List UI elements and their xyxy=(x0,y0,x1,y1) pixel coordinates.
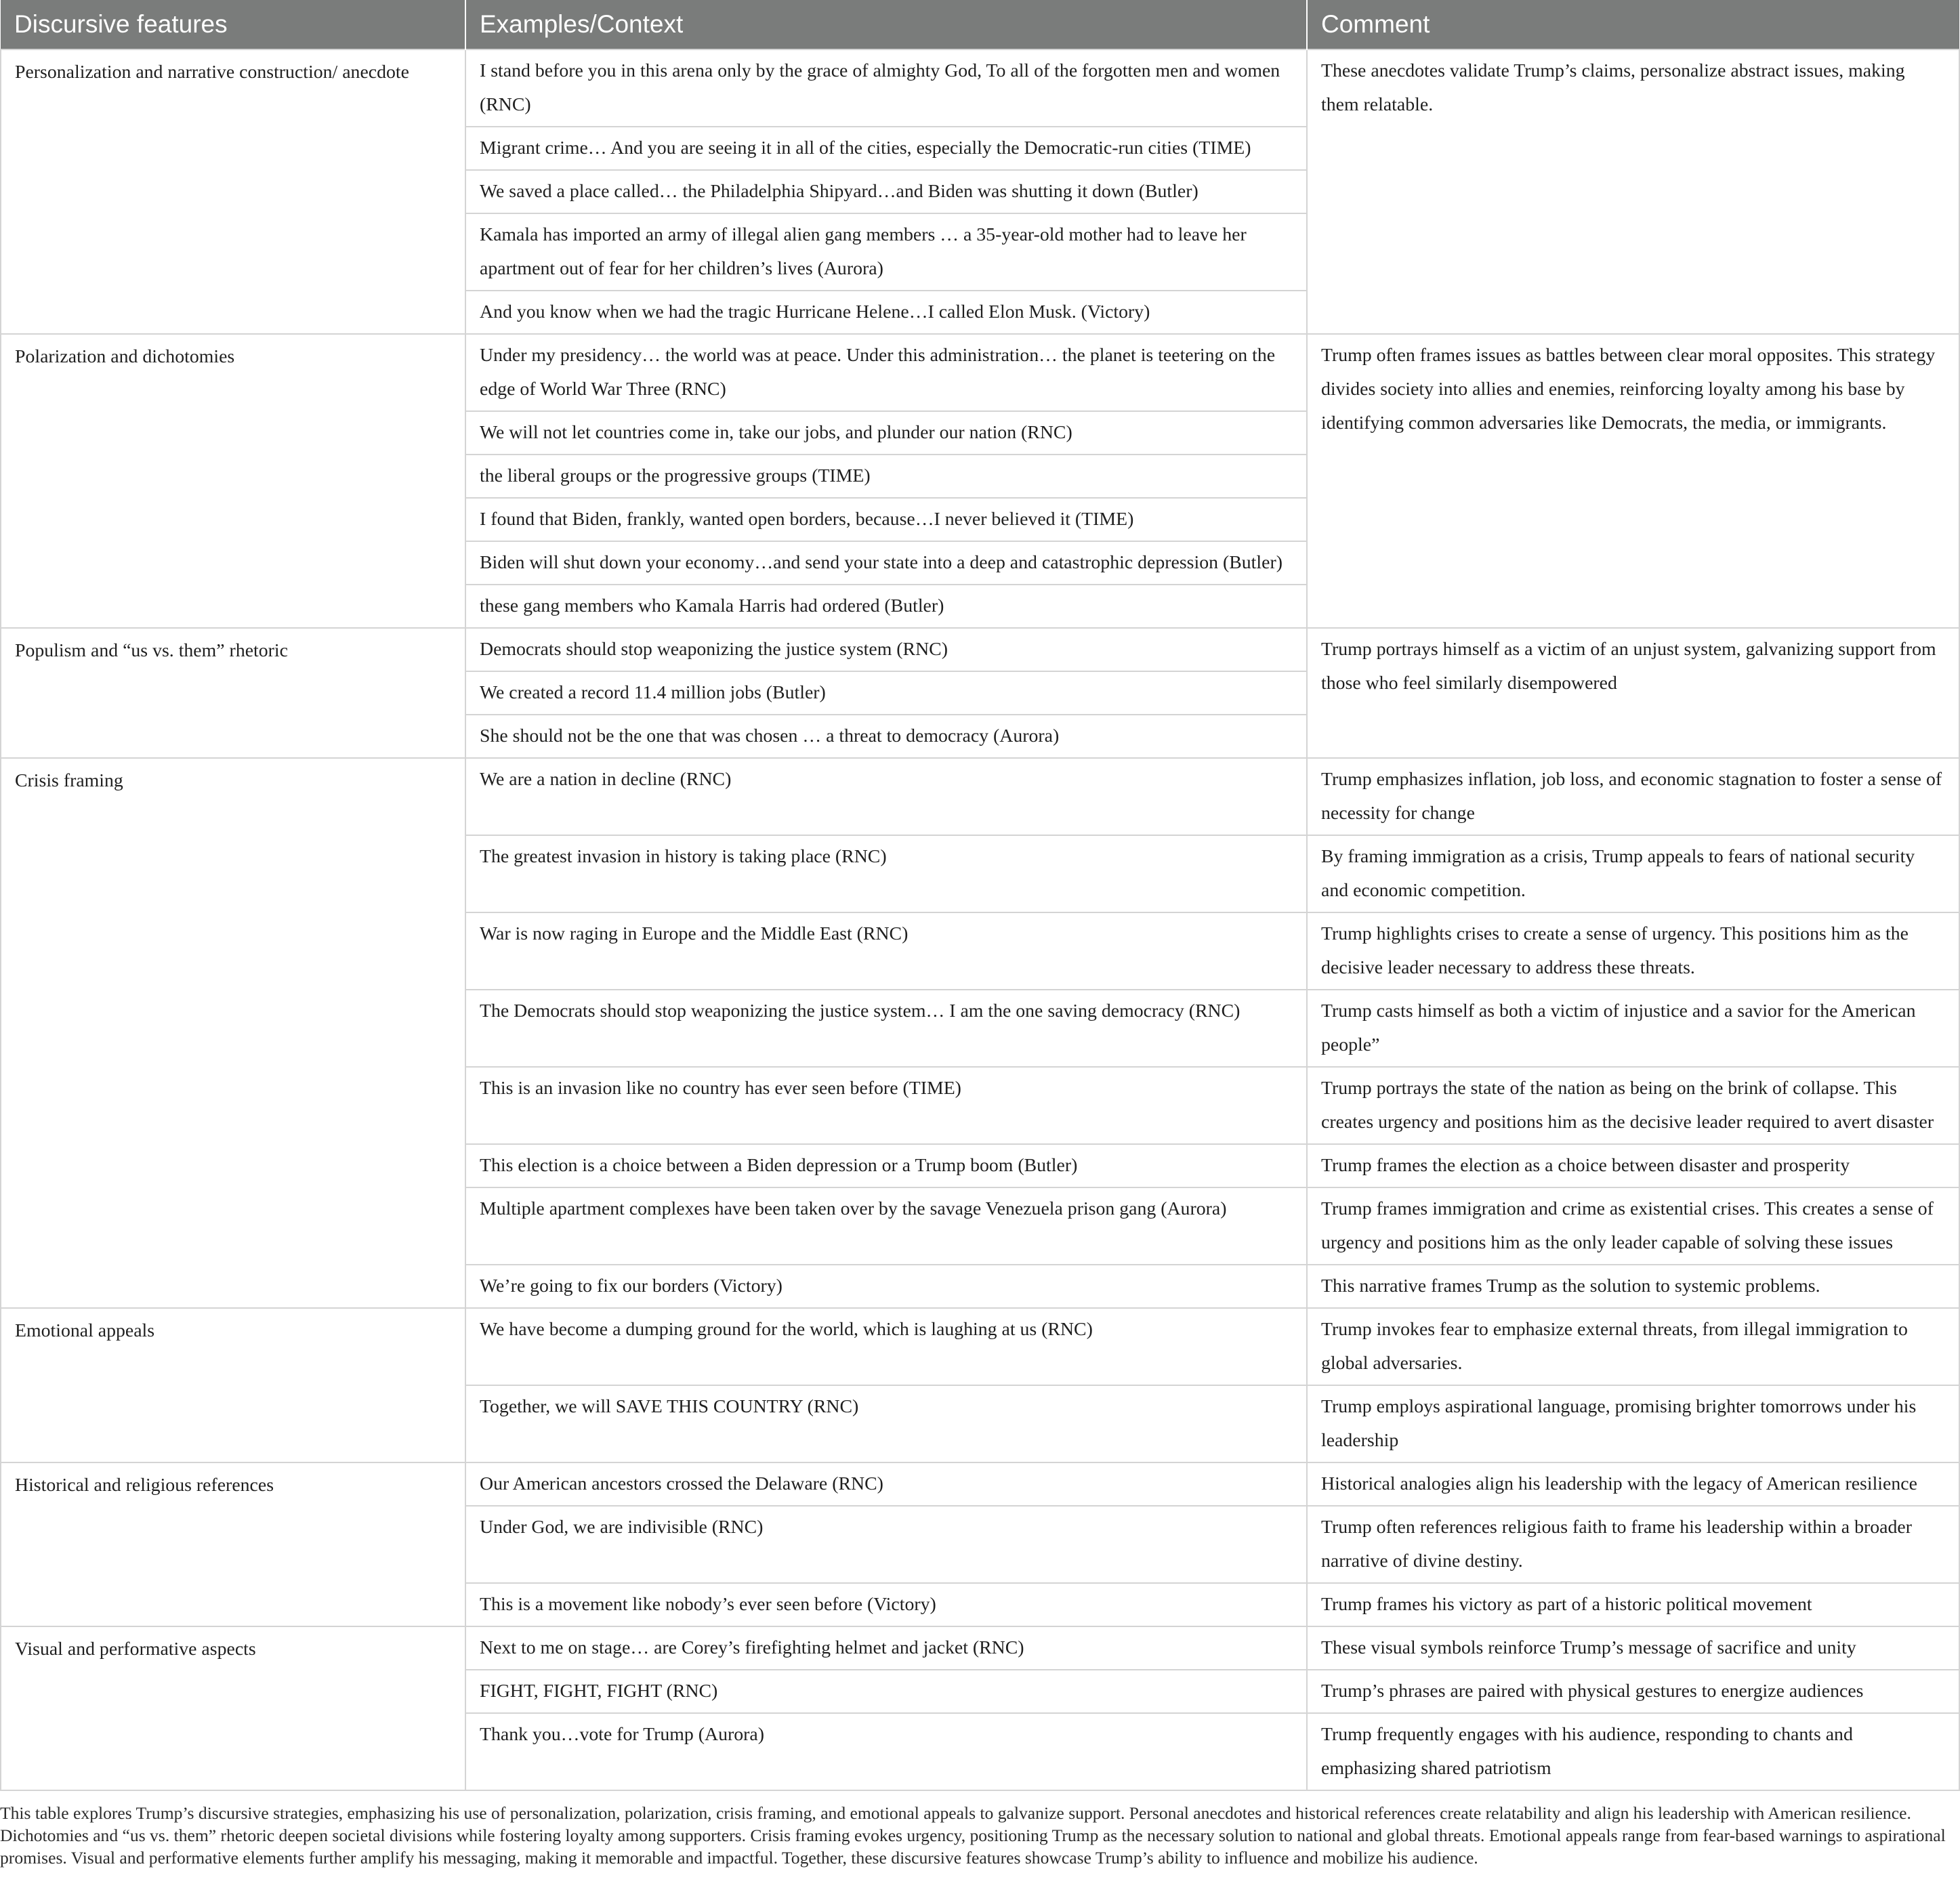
example-cell: I stand before you in this arena only by the grace of almighty God, To all of the forgotten men and women (RNC) xyxy=(465,49,1307,127)
example-cell: Together, we will SAVE THIS COUNTRY (RNC) xyxy=(465,1385,1307,1462)
header-row xyxy=(1,0,1959,49)
feature-cell: Crisis framing xyxy=(1,758,465,1308)
table-row xyxy=(1,628,1959,671)
example-cell: We saved a place called… the Philadelphia Shipyard…and Biden was shutting it down (Butler) xyxy=(465,170,1307,213)
example-cell: Democrats should stop weaponizing the justice system (RNC) xyxy=(465,628,1307,671)
example-cell: Under God, we are indivisible (RNC) xyxy=(465,1506,1307,1583)
example-cell: The Democrats should stop weaponizing the justice system… I am the one saving democracy (RNC) xyxy=(465,990,1307,1067)
table-row xyxy=(1,758,1959,835)
example-cell: This election is a choice between a Biden depression or a Trump boom (Butler) xyxy=(465,1144,1307,1187)
comment-cell: Trump employs aspirational language, promising brighter tomorrows under his leadership xyxy=(1307,1385,1959,1462)
table-row xyxy=(1,49,1959,127)
feature-cell: Emotional appeals xyxy=(1,1308,465,1462)
table-body xyxy=(1,49,1959,1790)
example-cell: We created a record 11.4 million jobs (Butler) xyxy=(465,671,1307,715)
feature-cell: Historical and religious references xyxy=(1,1462,465,1626)
table-row xyxy=(1,1626,1959,1670)
example-cell: We will not let countries come in, take our jobs, and plunder our nation (RNC) xyxy=(465,411,1307,455)
comment-cell: Trump frames the election as a choice between disaster and prosperity xyxy=(1307,1144,1959,1187)
comment-cell: Historical analogies align his leadership with the legacy of American resilience xyxy=(1307,1462,1959,1506)
table-caption: This table explores Trump’s discursive strategies, emphasizing his use of personalization, polarization, crisis framing, and emotional appeals to galvanize support. Personal anecdotes and historical references create relatability and align his leadership with American resilience. Dichotomies and “us vs. them” rhetoric deepen societal divisions while fostering loyalty among supporters. Crisis framing evokes urgency, positioning Trump as the necessary solution to national and global threats. Emotional appeals range from fear-based warnings to aspirational promises. Visual and performative elements further amplify his messaging, making it memorable and impactful. Together, these discursive features showcase Trump’s ability to influence and mobilize his audience. xyxy=(0,1803,1946,1868)
comment-cell: This narrative frames Trump as the solution to systemic problems. xyxy=(1307,1265,1959,1308)
feature-cell: Visual and performative aspects xyxy=(1,1626,465,1790)
header-examples-context: Examples/Context xyxy=(465,0,1307,49)
example-cell: the liberal groups or the progressive groups (TIME) xyxy=(465,455,1307,498)
table-row xyxy=(1,1308,1959,1385)
example-cell: War is now raging in Europe and the Middle East (RNC) xyxy=(465,912,1307,990)
comment-cell: Trump frames immigration and crime as existential crises. This creates a sense of urgency and positions him as the only leader capable of solving these issues xyxy=(1307,1187,1959,1265)
comment-cell: Trump highlights crises to create a sense of urgency. This positions him as the decisive leader necessary to address these threats. xyxy=(1307,912,1959,990)
comment-cell: Trump portrays the state of the nation as being on the brink of collapse. This creates urgency and positions him as the decisive leader required to avert disaster xyxy=(1307,1067,1959,1144)
example-cell: Biden will shut down your economy…and send your state into a deep and catastrophic depression (Butler) xyxy=(465,541,1307,585)
feature-cell: Polarization and dichotomies xyxy=(1,334,465,628)
comment-cell: Trump’s phrases are paired with physical gestures to energize audiences xyxy=(1307,1670,1959,1713)
comment-cell: Trump frames his victory as part of a historic political movement xyxy=(1307,1583,1959,1626)
comment-cell: These anecdotes validate Trump’s claims, personalize abstract issues, making them relatable. xyxy=(1307,49,1959,334)
example-cell: She should not be the one that was chosen … a threat to democracy (Aurora) xyxy=(465,715,1307,758)
comment-cell: By framing immigration as a crisis, Trump appeals to fears of national security and economic competition. xyxy=(1307,835,1959,912)
comment-cell: Trump emphasizes inflation, job loss, and economic stagnation to foster a sense of necessity for change xyxy=(1307,758,1959,835)
feature-cell: Personalization and narrative construction/ anecdote xyxy=(1,49,465,334)
table-row xyxy=(1,1462,1959,1506)
example-cell: Multiple apartment complexes have been taken over by the savage Venezuela prison gang (Aurora) xyxy=(465,1187,1307,1265)
comment-cell: Trump often frames issues as battles between clear moral opposites. This strategy divides society into allies and enemies, reinforcing loyalty among his base by identifying common adversaries like Democrats, the media, or immigrants. xyxy=(1307,334,1959,628)
example-cell: Under my presidency… the world was at peace. Under this administration… the planet is teetering on the edge of World War Three (RNC) xyxy=(465,334,1307,411)
example-cell: Our American ancestors crossed the Delaware (RNC) xyxy=(465,1462,1307,1506)
example-cell: Migrant crime… And you are seeing it in all of the cities, especially the Democratic-run cities (TIME) xyxy=(465,127,1307,170)
comment-cell: Trump casts himself as both a victim of injustice and a savior for the American people” xyxy=(1307,990,1959,1067)
header-discursive-features: Discursive features xyxy=(1,0,465,49)
example-cell: FIGHT, FIGHT, FIGHT (RNC) xyxy=(465,1670,1307,1713)
comment-cell: Trump often references religious faith to frame his leadership within a broader narrative of divine destiny. xyxy=(1307,1506,1959,1583)
comment-cell: Trump frequently engages with his audience, responding to chants and emphasizing shared patriotism xyxy=(1307,1713,1959,1790)
feature-cell: Populism and “us vs. them” rhetoric xyxy=(1,628,465,758)
table-header xyxy=(1,0,1959,49)
example-cell: We’re going to fix our borders (Victory) xyxy=(465,1265,1307,1308)
header-comment: Comment xyxy=(1307,0,1959,49)
example-cell: Thank you…vote for Trump (Aurora) xyxy=(465,1713,1307,1790)
example-cell: Next to me on stage… are Corey’s firefighting helmet and jacket (RNC) xyxy=(465,1626,1307,1670)
example-cell: these gang members who Kamala Harris had ordered (Butler) xyxy=(465,585,1307,628)
example-cell: This is an invasion like no country has ever seen before (TIME) xyxy=(465,1067,1307,1144)
comment-cell: Trump portrays himself as a victim of an unjust system, galvanizing support from those who feel similarly disempowered xyxy=(1307,628,1959,758)
example-cell: We are a nation in decline (RNC) xyxy=(465,758,1307,835)
example-cell: Kamala has imported an army of illegal alien gang members … a 35-year-old mother had to leave her apartment out of fear for her children’s lives (Aurora) xyxy=(465,213,1307,291)
comment-cell: Trump invokes fear to emphasize external threats, from illegal immigration to global adversaries. xyxy=(1307,1308,1959,1385)
example-cell: The greatest invasion in history is taking place (RNC) xyxy=(465,835,1307,912)
comment-cell: These visual symbols reinforce Trump’s message of sacrifice and unity xyxy=(1307,1626,1959,1670)
example-cell: I found that Biden, frankly, wanted open borders, because…I never believed it (TIME) xyxy=(465,498,1307,541)
table-row xyxy=(1,334,1959,411)
example-cell: We have become a dumping ground for the world, which is laughing at us (RNC) xyxy=(465,1308,1307,1385)
example-cell: And you know when we had the tragic Hurricane Helene…I called Elon Musk. (Victory) xyxy=(465,291,1307,334)
example-cell: This is a movement like nobody’s ever seen before (Victory) xyxy=(465,1583,1307,1626)
